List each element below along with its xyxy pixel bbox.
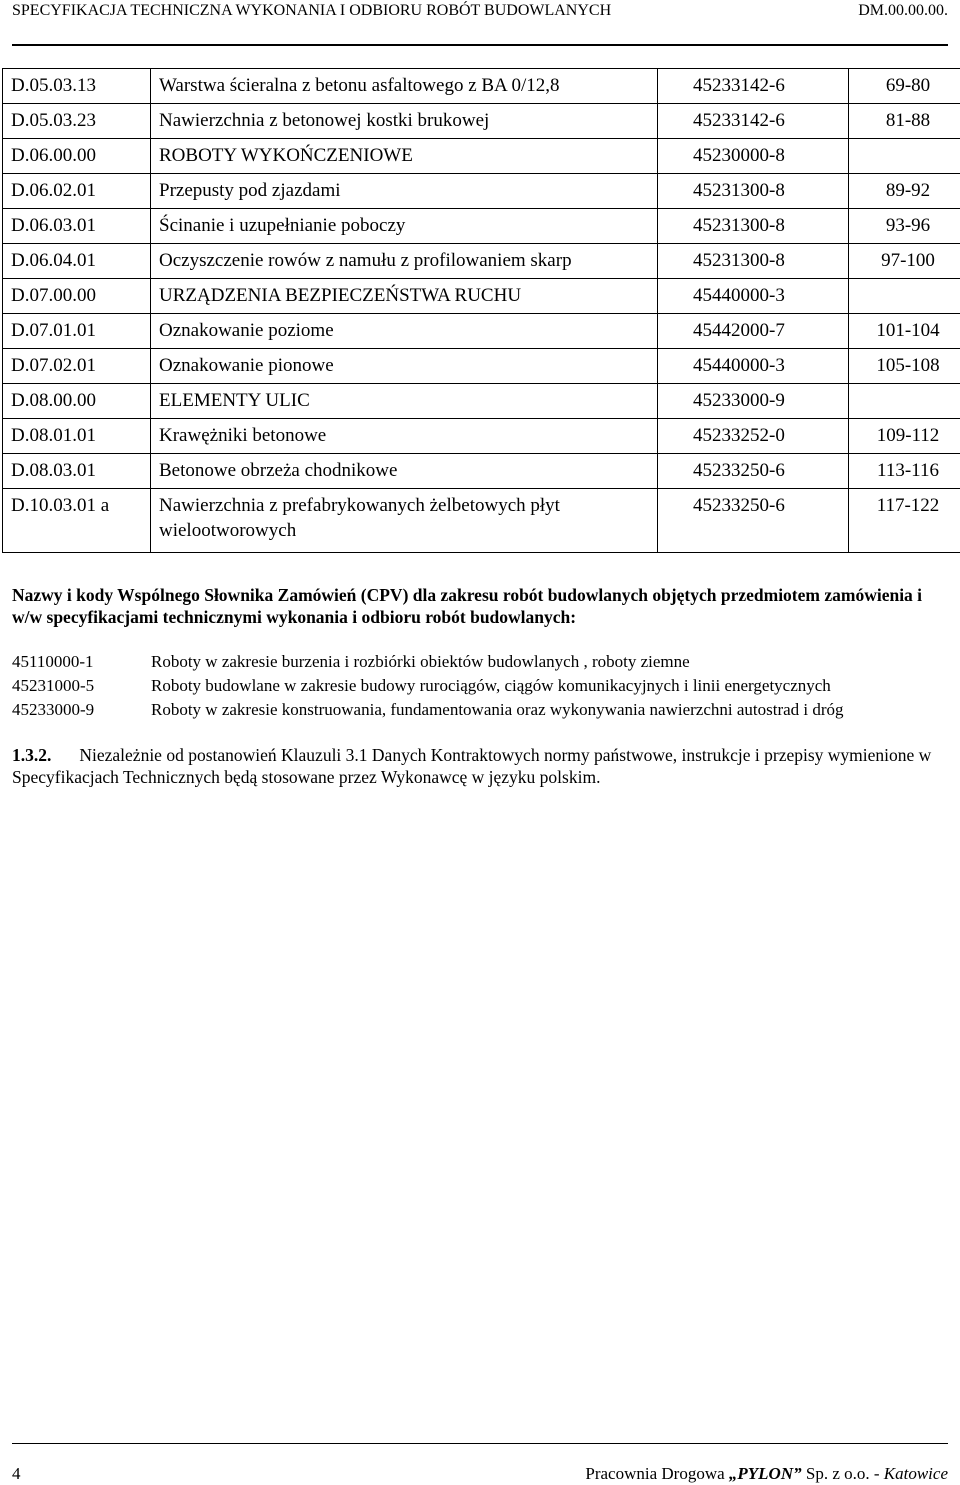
cpv-item [12,698,948,722]
table-row [3,139,960,174]
cpv-code-cell: 45231300-8 [658,244,849,279]
spec-code-cell: D.06.00.00 [3,139,151,174]
cpv-description: Roboty w zakresie konstruowania, fundamentowania oraz wykonywania nawierzchni autostrad i dróg [151,700,844,719]
header-title: SPECYFIKACJA TECHNICZNA WYKONANIA I ODBIORU ROBÓT BUDOWLANYCH [12,2,612,19]
footer-company-suffix: Sp. z o.o. - [801,1464,884,1483]
cpv-code-cell: 45442000-7 [658,314,849,349]
cpv-code-cell: 45233250-6 [658,489,849,553]
footer-brand: „PYLON” [728,1464,802,1483]
table-row [3,489,960,553]
cpv-code: 45231000-5 [12,676,95,695]
spec-name-cell: Oczyszczenie rowów z namułu z profilowaniem skarp [151,244,658,279]
spec-code-cell: D.06.02.01 [3,174,151,209]
table-row [3,104,960,139]
table-row [3,279,960,314]
spec-code-cell: D.07.00.00 [3,279,151,314]
spec-code-cell: D.07.02.01 [3,349,151,384]
cpv-code-cell: 45230000-8 [658,139,849,174]
pages-cell: 93-96 [849,209,960,244]
cpv-code-cell: 45440000-3 [658,349,849,384]
spec-name-cell: Nawierzchnia z prefabrykowanych żelbetowych płyt wielootworowych [151,489,658,553]
spec-name-cell: ROBOTY WYKOŃCZENIOWE [151,139,658,174]
spec-code-cell: D.06.03.01 [3,209,151,244]
paragraph-1-3-2 [12,744,948,788]
page-header [12,0,948,22]
table-row [3,384,960,419]
spec-code-cell: D.08.03.01 [3,454,151,489]
paragraph-text: Niezależnie od postanowień Klauzuli 3.1 Danych Kontraktowych normy państwowe, instrukcje i przepisy wymienione w Specyfikacjach Technicznych będą stosowane przez Wykonawcę w języku polskim. [12,745,932,787]
cpv-code-cell: 45233252-0 [658,419,849,454]
pages-cell: 89-92 [849,174,960,209]
spec-name-cell: Warstwa ścieralna z betonu asfaltowego z BA 0/12,8 [151,69,658,104]
footer-company-prefix: Pracownia Drogowa [585,1464,729,1483]
pages-cell [849,384,960,419]
cpv-code: 45233000-9 [12,700,95,719]
spec-name-cell: Oznakowanie pionowe [151,349,658,384]
spec-code-cell: D.10.03.01 a [3,489,151,553]
table-row [3,419,960,454]
pages-cell [849,139,960,174]
pages-cell: 69-80 [849,69,960,104]
cpv-code: 45110000-1 [12,652,94,671]
table-row [3,244,960,279]
pages-cell: 113-116 [849,454,960,489]
cpv-code-cell: 45233142-6 [658,104,849,139]
spec-code-cell: D.07.01.01 [3,314,151,349]
table-row [3,209,960,244]
cpv-intro: Nazwy i kody Wspólnego Słownika Zamówień (CPV) dla zakresu robót budowlanych objętych przedmiotem zamówienia i w/w specyfikacjami technicznymi wykonania i odbioru robót budowlanych: [12,585,923,627]
cpv-code-cell: 45233142-6 [658,69,849,104]
spec-name-cell: Oznakowanie poziome [151,314,658,349]
spec-name-cell: ELEMENTY ULIC [151,384,658,419]
table-row [3,314,960,349]
cpv-list [12,650,948,722]
footer-company [585,1463,948,1485]
cpv-description: Roboty budowlane w zakresie budowy rurociągów, ciągów komunikacyjnych i linii energetycznych [151,676,831,695]
spec-name-cell: URZĄDZENIA BEZPIECZEŃSTWA RUCHU [151,279,658,314]
spec-table [2,68,960,553]
spec-name-cell: Krawężniki betonowe [151,419,658,454]
cpv-code-cell: 45440000-3 [658,279,849,314]
cpv-description: Roboty w zakresie burzenia i rozbiórki obiektów budowlanych , roboty ziemne [151,652,690,671]
footer-rule [12,1443,948,1444]
header-rule [12,44,948,46]
cpv-code-cell: 45233000-9 [658,384,849,419]
pages-cell: 109-112 [849,419,960,454]
spec-name-cell: Ścinanie i uzupełnianie poboczy [151,209,658,244]
spec-code-cell: D.08.01.01 [3,419,151,454]
table-row [3,69,960,104]
spec-name-cell: Betonowe obrzeża chodnikowe [151,454,658,489]
page-number: 4 [12,1464,21,1483]
pages-cell: 117-122 [849,489,960,553]
cpv-code-cell: 45233250-6 [658,454,849,489]
pages-cell [849,279,960,314]
spec-code-cell: D.06.04.01 [3,244,151,279]
cpv-item [12,650,948,674]
paragraph-number: 1.3.2. [12,745,52,765]
spec-code-cell: D.08.00.00 [3,384,151,419]
cpv-code-cell: 45231300-8 [658,209,849,244]
pages-cell: 81-88 [849,104,960,139]
spec-name-cell: Nawierzchnia z betonowej kostki brukowej [151,104,658,139]
pages-cell: 97-100 [849,244,960,279]
pages-cell: 101-104 [849,314,960,349]
footer-city: Katowice [883,1464,948,1483]
table-row [3,454,960,489]
header-code: DM.00.00.00. [858,2,948,19]
table-row [3,349,960,384]
spec-name-cell: Przepusty pod zjazdami [151,174,658,209]
cpv-code-cell: 45231300-8 [658,174,849,209]
table-row [3,174,960,209]
pages-cell: 105-108 [849,349,960,384]
spec-code-cell: D.05.03.13 [3,69,151,104]
spec-code-cell: D.05.03.23 [3,104,151,139]
cpv-item [12,674,948,698]
